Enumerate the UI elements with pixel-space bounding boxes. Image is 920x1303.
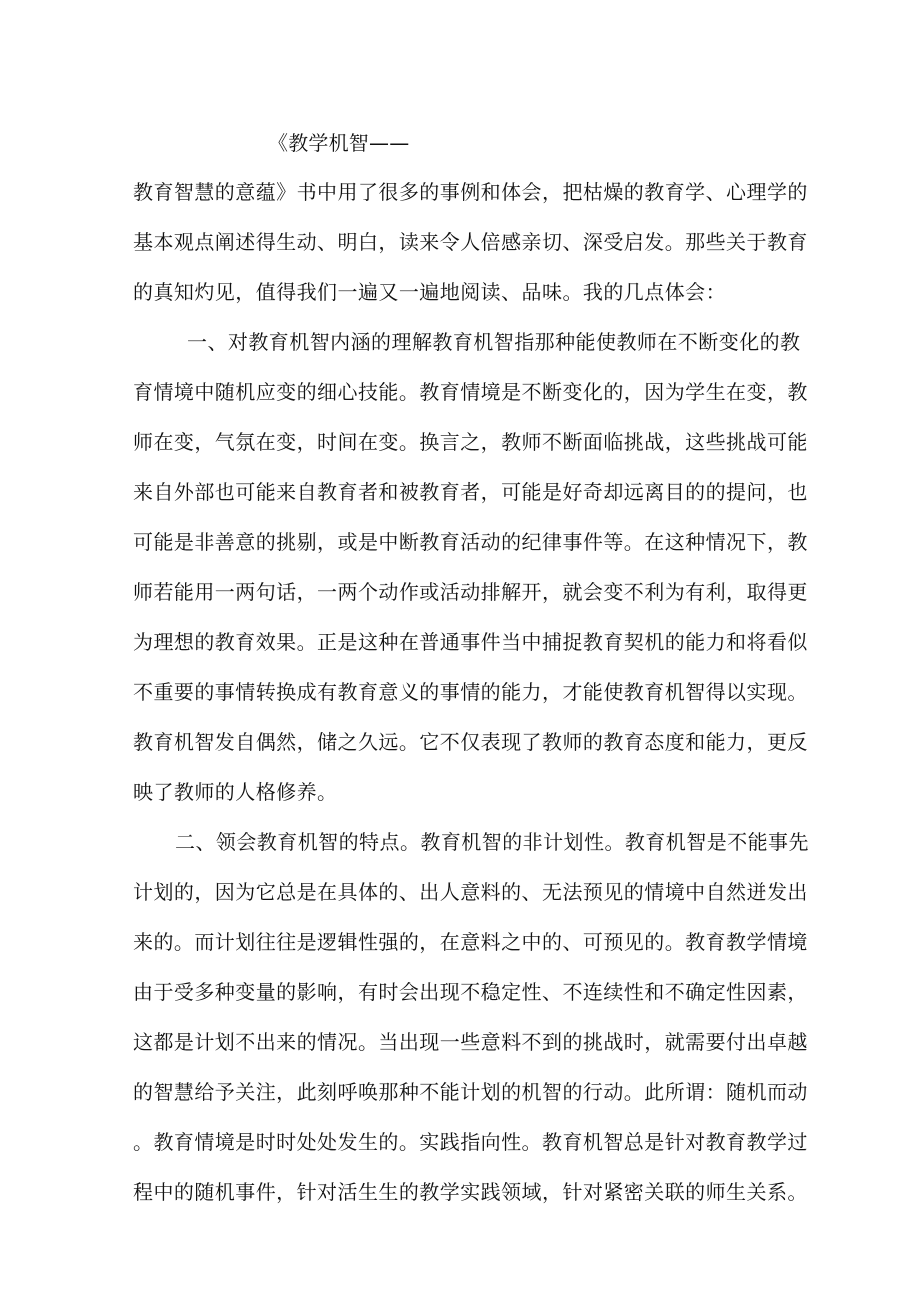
intro-line-3: 的真知灼见，值得我们一遍又一遍地阅读、品味。我的几点体会： xyxy=(133,280,727,304)
section-one-line-5: 可能是非善意的挑剔，或是中断教育活动的纪律事件等。在这种情况下，教 xyxy=(133,530,808,554)
intro-line-1: 教育智慧的意蕴》书中用了很多的事例和体会，把枯燥的教育学、心理学的 xyxy=(133,180,808,204)
section-one-line-8: 不重要的事情转换成有教育意义的事情的能力，才能使教育机智得以实现。 xyxy=(133,680,808,704)
section-two-line-1: 二、领会教育机智的特点。教育机智的非计划性。教育机智是不能事先 xyxy=(175,830,809,854)
intro-line-2: 基本观点阐述得生动、明白，读来令人倍感亲切、深受启发。那些关于教育 xyxy=(133,230,808,254)
section-two-line-5: 这都是计划不出来的情况。当出现一些意料不到的挑战时，就需要付出卓越 xyxy=(133,1030,808,1054)
section-one-line-7: 为理想的教育效果。正是这种在普通事件当中捕捉教育契机的能力和将看似 xyxy=(133,630,808,654)
section-one-line-10: 映了教师的人格修养。 xyxy=(133,780,338,804)
section-two-line-6: 的智慧给予关注，此刻呼唤那种不能计划的机智的行动。此所谓：随机而动 xyxy=(133,1080,808,1104)
title-line: 《教学机智—— xyxy=(268,131,410,155)
section-two-line-7: 。教育情境是时时处处发生的。实践指向性。教育机智总是针对教育教学过 xyxy=(133,1130,808,1154)
section-two-line-3: 来的。而计划往往是逻辑性强的，在意料之中的、可预见的。教育教学情境 xyxy=(133,930,808,954)
section-one-line-6: 师若能用一两句话，一两个动作或活动排解开，就会变不利为有利，取得更 xyxy=(133,580,808,604)
section-one-line-1: 一、对教育机智内涵的理解教育机智指那种能使教师在不断变化的教 xyxy=(187,330,801,354)
section-two-line-2: 计划的，因为它总是在具体的、出人意料的、无法预见的情境中自然迸发出 xyxy=(133,880,808,904)
section-one-line-2: 育情境中随机应变的细心技能。教育情境是不断变化的，因为学生在变，教 xyxy=(133,380,808,404)
section-one-line-3: 师在变，气氛在变，时间在变。换言之，教师不断面临挑战，这些挑战可能 xyxy=(133,430,808,454)
section-two-line-8: 程中的随机事件，针对活生生的教学实践领域，针对紧密关联的师生关系。 xyxy=(133,1180,808,1204)
section-one-line-4: 来自外部也可能来自教育者和被教育者，可能是好奇却远离目的的提问，也 xyxy=(133,480,808,504)
section-two-line-4: 由于受多种变量的影响，有时会出现不稳定性、不连续性和不确定性因素， xyxy=(133,980,808,1004)
section-one-line-9: 教育机智发自偶然，储之久远。它不仅表现了教师的教育态度和能力，更反 xyxy=(133,730,808,754)
